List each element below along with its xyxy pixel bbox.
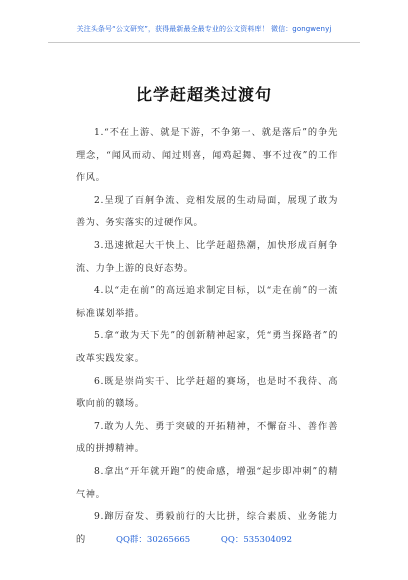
list-item: 6.既是崇尚实干、比学赶超的赛场，也是时不我待、高歌向前的赣场。 — [76, 375, 338, 410]
header-note: 关注头条号“公文研究”，获得最新最全最专业的公文资料库！ 微信：gongwenyj — [76, 25, 332, 33]
header-divider — [48, 42, 360, 43]
footer-contact — [0, 533, 408, 545]
document-title: 比学赶超类过渡句 — [135, 85, 272, 104]
footer-qq-group: QQ群：30265665 — [115, 535, 191, 545]
list-item: 5.拿“敢为天下先”的创新精神起家，凭“勇当探路者”的改革实践发家。 — [76, 330, 338, 364]
list-item: 4.以“走在前”的高远追求制定目标，以“走在前”的一流标准谋划举措。 — [76, 285, 338, 319]
list-item: 9.蹿厉奋发、勇毅前行的大比拼，综合素质、业务能力的 — [76, 511, 338, 545]
document-body — [76, 122, 338, 551]
footer-qq: QQ：535304092 — [220, 535, 292, 545]
list-item: 2.呈现了百舸争流、竞相发展的生动局面，展现了敢为善为、务实落实的过硬作风。 — [76, 194, 338, 229]
list-item: 1.“不在上游、就是下游，不争第一、就是落后”的争先理念，“闻风而动、闻过则喜，闻鸡起舞、事不过夜”的工作作风。 — [76, 127, 338, 184]
list-item: 8.拿出“开年就开跑”的使命感，增强“起步即冲刺”的精气神。 — [76, 465, 338, 500]
list-item: 7.敢为人先、勇于突破的开拓精神，不懈奋斗、善作善成的拼搏精神。 — [76, 420, 338, 455]
list-item: 3.迅速掀起大干快上、比学赶超热潮，加快形成百舸争流、力争上游的良好态势。 — [76, 239, 338, 274]
